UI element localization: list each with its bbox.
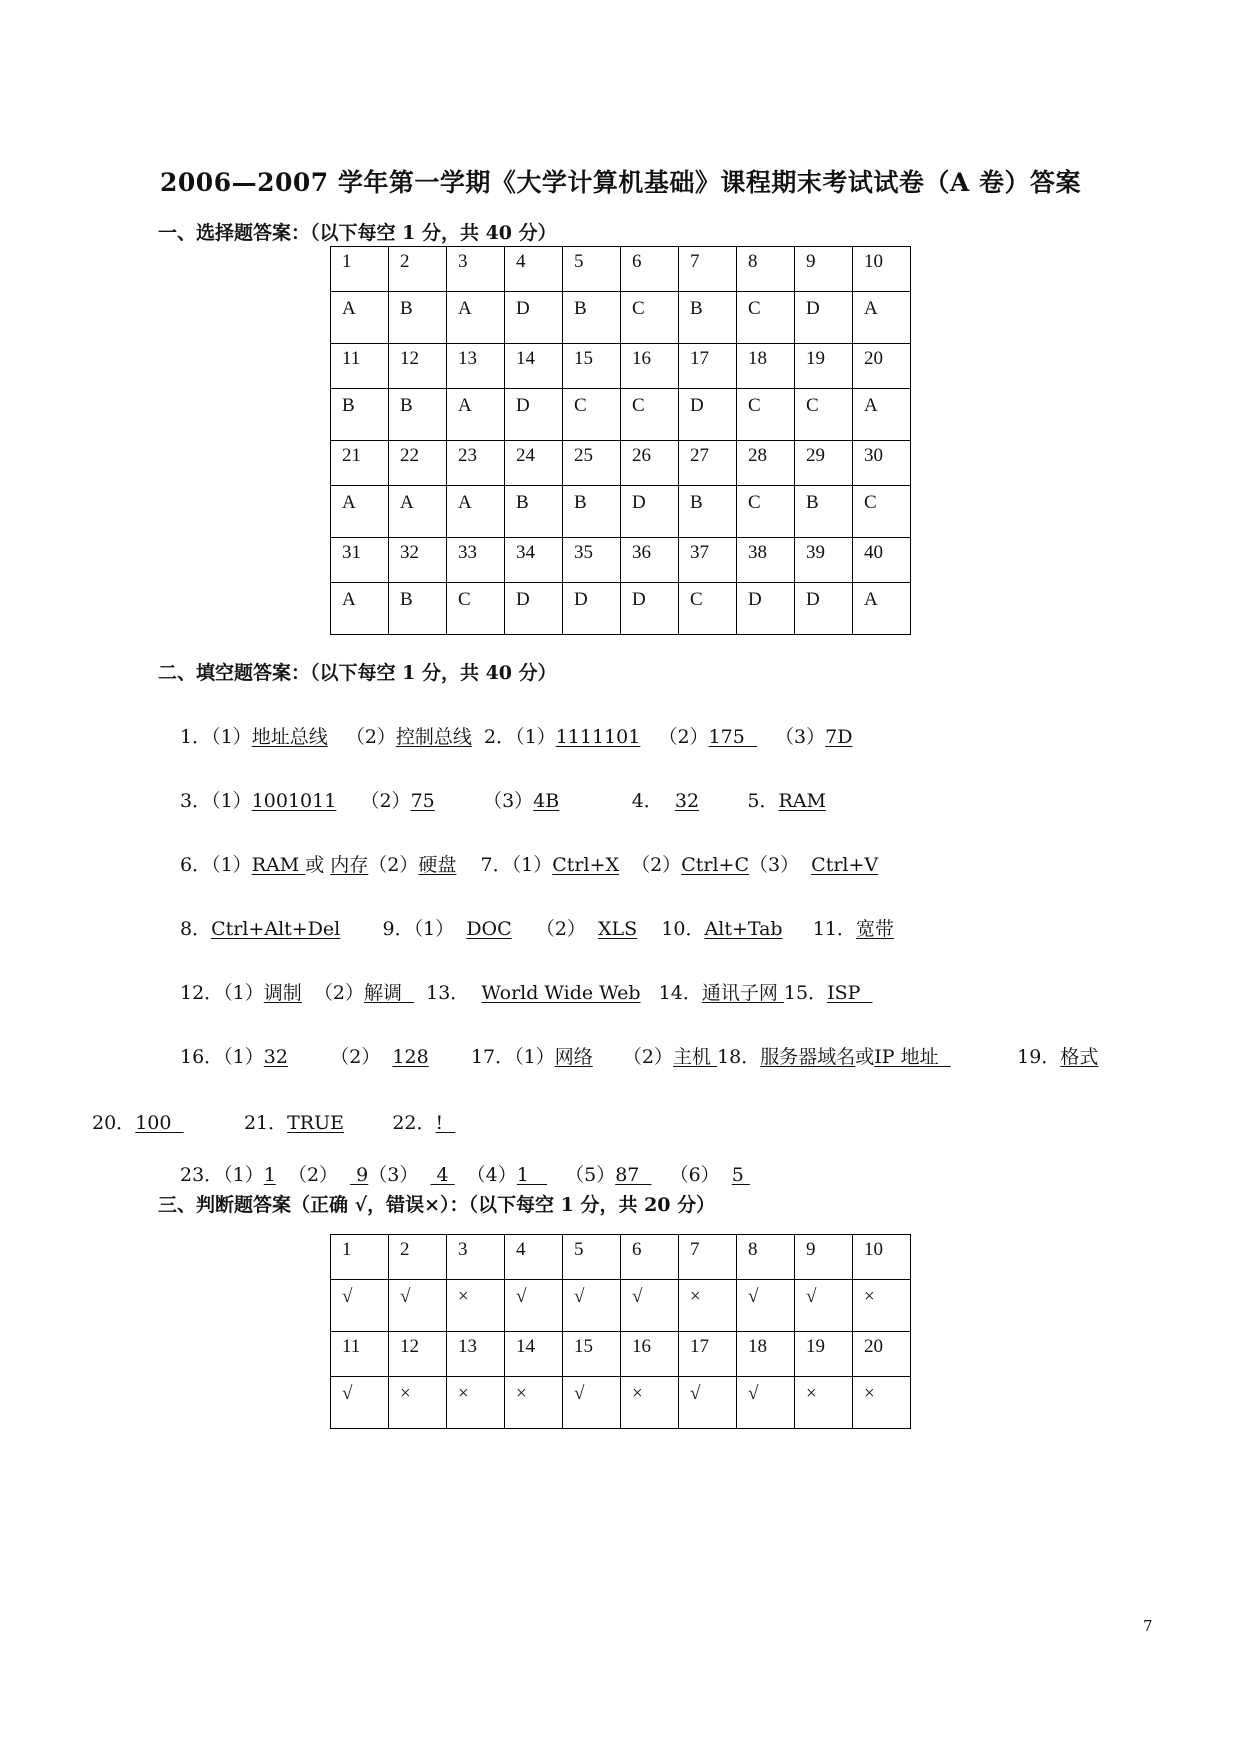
mc-answer-row bbox=[331, 389, 911, 441]
answer-cell: D bbox=[679, 389, 737, 441]
fill-in-label: （3） bbox=[368, 1164, 431, 1186]
fill-in-answer: DOC bbox=[466, 918, 512, 940]
question-number-cell: 8 bbox=[737, 247, 795, 292]
answer-cell: C bbox=[679, 583, 737, 635]
question-number-cell: 17 bbox=[679, 1332, 737, 1377]
fill-in-answer: 4B bbox=[533, 790, 560, 812]
fill-in-label: 16．（1） bbox=[180, 1046, 264, 1068]
question-number-cell: 29 bbox=[795, 441, 853, 486]
fill-in-label: 13． bbox=[414, 982, 482, 1004]
fill-in-answer: World Wide Web bbox=[481, 982, 641, 1004]
question-number-cell: 17 bbox=[679, 344, 737, 389]
fill-in-answer: 调制 bbox=[263, 982, 302, 1004]
answer-cell: × bbox=[447, 1377, 505, 1429]
fill-in-label: 19． bbox=[950, 1046, 1061, 1068]
answer-cell: C bbox=[795, 389, 853, 441]
fill-in-answer: 硬盘 bbox=[418, 854, 457, 876]
fill-in-label: （2） bbox=[368, 854, 419, 876]
fill-in-answer: 4 bbox=[430, 1164, 455, 1186]
answer-cell: C bbox=[853, 486, 911, 538]
mc-answer-row bbox=[331, 486, 911, 538]
answer-cell: B bbox=[505, 486, 563, 538]
fill-in-label: 6．（1） bbox=[180, 854, 252, 876]
section3-heading: 三、判断题答案（正确 √，错误×）：（以下每空 1 分，共 20 分） bbox=[158, 1194, 716, 1216]
answer-cell: √ bbox=[563, 1280, 621, 1332]
tf-answer-row bbox=[331, 1280, 911, 1332]
answer-cell: C bbox=[621, 389, 679, 441]
question-number-cell: 23 bbox=[447, 441, 505, 486]
fill-in-answer: XLS bbox=[598, 918, 638, 940]
answer-cell: × bbox=[853, 1280, 911, 1332]
fill-in-line bbox=[92, 1108, 455, 1135]
question-number-cell: 4 bbox=[505, 247, 563, 292]
fill-in-answer: 宽带 bbox=[855, 918, 894, 940]
fill-in-answer: Ctrl+C bbox=[681, 854, 749, 876]
question-number-cell: 4 bbox=[505, 1235, 563, 1280]
question-number-cell: 15 bbox=[563, 1332, 621, 1377]
section1-heading: 一、选择题答案：（以下每空 1 分，共 40 分） bbox=[158, 222, 557, 244]
question-number-cell: 32 bbox=[389, 538, 447, 583]
question-number-cell: 14 bbox=[505, 1332, 563, 1377]
answer-cell: D bbox=[505, 389, 563, 441]
answer-cell: B bbox=[389, 389, 447, 441]
question-number-cell: 16 bbox=[621, 344, 679, 389]
question-number-cell: 37 bbox=[679, 538, 737, 583]
true-false-answer-table bbox=[330, 1234, 911, 1429]
answer-cell: B bbox=[389, 583, 447, 635]
question-number-cell: 26 bbox=[621, 441, 679, 486]
answer-cell: A bbox=[331, 583, 389, 635]
fill-in-answer: ! bbox=[435, 1112, 456, 1134]
fill-in-answer: 128 bbox=[392, 1046, 429, 1068]
question-number-cell: 6 bbox=[621, 1235, 679, 1280]
fill-in-answer: 1111101 bbox=[555, 726, 641, 748]
answer-cell: × bbox=[447, 1280, 505, 1332]
answer-cell: A bbox=[331, 292, 389, 344]
fill-in-answer: 内存 bbox=[330, 854, 369, 876]
mc-answer-row bbox=[331, 583, 911, 635]
answer-cell: √ bbox=[389, 1280, 447, 1332]
question-number-cell: 30 bbox=[853, 441, 911, 486]
answer-cell: √ bbox=[795, 1280, 853, 1332]
fill-in-line bbox=[180, 1160, 750, 1187]
answer-cell: D bbox=[505, 583, 563, 635]
question-number-cell: 10 bbox=[853, 247, 911, 292]
fill-in-line bbox=[180, 850, 878, 877]
question-number-cell: 13 bbox=[447, 1332, 505, 1377]
fill-in-label: （3） bbox=[756, 726, 826, 748]
fill-in-line bbox=[180, 1042, 1098, 1069]
fill-in-answer: 100 bbox=[135, 1112, 184, 1134]
question-number-cell: 33 bbox=[447, 538, 505, 583]
question-number-cell: 11 bbox=[331, 1332, 389, 1377]
mc-number-row bbox=[331, 247, 911, 292]
answer-cell: × bbox=[795, 1377, 853, 1429]
question-number-cell: 13 bbox=[447, 344, 505, 389]
answer-cell: D bbox=[505, 292, 563, 344]
question-number-cell: 9 bbox=[795, 1235, 853, 1280]
fill-in-answer: Ctrl+Alt+Del bbox=[211, 918, 341, 940]
question-number-cell: 36 bbox=[621, 538, 679, 583]
fill-in-label: （6） bbox=[651, 1164, 732, 1186]
question-number-cell: 1 bbox=[331, 1235, 389, 1280]
fill-in-answer: 175 bbox=[708, 726, 757, 748]
fill-in-answer: 控制总线 bbox=[395, 726, 472, 748]
question-number-cell: 34 bbox=[505, 538, 563, 583]
fill-in-label: 23．（1） bbox=[180, 1164, 264, 1186]
fill-in-label: （4） bbox=[454, 1164, 517, 1186]
question-number-cell: 14 bbox=[505, 344, 563, 389]
fill-in-answer: 87 bbox=[615, 1164, 652, 1186]
tf-answer-row bbox=[331, 1377, 911, 1429]
question-number-cell: 22 bbox=[389, 441, 447, 486]
tf-number-row bbox=[331, 1332, 911, 1377]
answer-cell: A bbox=[853, 583, 911, 635]
question-number-cell: 19 bbox=[795, 344, 853, 389]
fill-in-answer: 通讯子网 bbox=[701, 982, 784, 1004]
answer-cell: √ bbox=[621, 1280, 679, 1332]
question-number-cell: 5 bbox=[563, 247, 621, 292]
fill-in-label: 7．（1） bbox=[456, 854, 553, 876]
fill-in-label: （2） bbox=[336, 790, 411, 812]
page-title: 2006—2007 学年第一学期《大学计算机基础》课程期末考试试卷（A 卷）答案 bbox=[160, 168, 1081, 197]
question-number-cell: 2 bbox=[389, 247, 447, 292]
fill-in-label: （2） bbox=[511, 918, 598, 940]
answer-cell: C bbox=[737, 389, 795, 441]
answer-cell: D bbox=[563, 583, 621, 635]
fill-in-answer: 32 bbox=[674, 790, 700, 812]
question-number-cell: 31 bbox=[331, 538, 389, 583]
answer-cell: × bbox=[389, 1377, 447, 1429]
fill-in-answer: 服务器域名 bbox=[760, 1046, 856, 1068]
question-number-cell: 3 bbox=[447, 247, 505, 292]
fill-in-answer: 地址总线 bbox=[251, 726, 328, 748]
fill-in-line bbox=[180, 722, 852, 749]
fill-in-label: 18． bbox=[717, 1046, 761, 1068]
question-number-cell: 6 bbox=[621, 247, 679, 292]
answer-cell: A bbox=[447, 486, 505, 538]
answer-cell: B bbox=[679, 486, 737, 538]
question-number-cell: 8 bbox=[737, 1235, 795, 1280]
question-number-cell: 20 bbox=[853, 344, 911, 389]
section2-heading: 二、填空题答案：（以下每空 1 分，共 40 分） bbox=[158, 662, 557, 684]
fill-in-label: （2） bbox=[640, 726, 709, 748]
fill-in-label: 10． bbox=[637, 918, 705, 940]
answer-cell: × bbox=[505, 1377, 563, 1429]
fill-in-label: （2） bbox=[287, 1046, 393, 1068]
answer-cell: A bbox=[447, 292, 505, 344]
question-number-cell: 40 bbox=[853, 538, 911, 583]
answer-cell: √ bbox=[563, 1377, 621, 1429]
answer-cell: × bbox=[621, 1377, 679, 1429]
answer-cell: D bbox=[795, 292, 853, 344]
fill-in-label: （2） bbox=[275, 1164, 351, 1186]
fill-in-answer: 主机 bbox=[673, 1046, 718, 1068]
question-number-cell: 27 bbox=[679, 441, 737, 486]
fill-in-answer: 9 bbox=[350, 1164, 369, 1186]
fill-in-answer: 32 bbox=[263, 1046, 288, 1068]
fill-in-answer: 格式 bbox=[1060, 1046, 1099, 1068]
fill-in-answer: Ctrl+V bbox=[811, 854, 879, 876]
fill-in-line bbox=[180, 786, 826, 813]
fill-in-answer: Alt+Tab bbox=[704, 918, 783, 940]
answer-cell: × bbox=[679, 1280, 737, 1332]
answer-cell: C bbox=[563, 389, 621, 441]
fill-in-answer: Ctrl+X bbox=[552, 854, 620, 876]
question-number-cell: 7 bbox=[679, 247, 737, 292]
fill-in-label: （3） bbox=[748, 854, 812, 876]
question-number-cell: 16 bbox=[621, 1332, 679, 1377]
question-number-cell: 3 bbox=[447, 1235, 505, 1280]
fill-in-answer: ISP bbox=[827, 982, 873, 1004]
fill-in-label: 2．（1） bbox=[471, 726, 556, 748]
fill-in-line bbox=[180, 914, 894, 941]
fill-in-label: 12．（1） bbox=[180, 982, 264, 1004]
fill-in-label: 15． bbox=[783, 982, 828, 1004]
answer-cell: D bbox=[621, 583, 679, 635]
multiple-choice-answer-table bbox=[330, 246, 911, 635]
fill-in-label: （2） bbox=[301, 982, 364, 1004]
fill-in-answer: RAM bbox=[251, 854, 306, 876]
answer-cell: C bbox=[447, 583, 505, 635]
fill-in-label: （2） bbox=[619, 854, 682, 876]
question-number-cell: 1 bbox=[331, 247, 389, 292]
fill-in-label: 20． bbox=[92, 1112, 136, 1134]
fill-in-label: 8． bbox=[180, 918, 212, 940]
fill-in-label: 1．（1） bbox=[180, 726, 252, 748]
fill-in-label: 14． bbox=[640, 982, 702, 1004]
fill-in-label: 21． bbox=[183, 1112, 288, 1134]
fill-in-label: 3．（1） bbox=[180, 790, 252, 812]
question-number-cell: 12 bbox=[389, 344, 447, 389]
answer-cell: A bbox=[853, 292, 911, 344]
answer-cell: B bbox=[563, 292, 621, 344]
fill-in-label: （2） bbox=[327, 726, 396, 748]
fill-in-answer: TRUE bbox=[287, 1112, 344, 1134]
question-number-cell: 39 bbox=[795, 538, 853, 583]
fill-in-label: （3） bbox=[434, 790, 534, 812]
fill-in-label: 5． bbox=[699, 790, 779, 812]
tf-number-row bbox=[331, 1235, 911, 1280]
question-number-cell: 12 bbox=[389, 1332, 447, 1377]
answer-cell: √ bbox=[679, 1377, 737, 1429]
answer-cell: A bbox=[389, 486, 447, 538]
question-number-cell: 25 bbox=[563, 441, 621, 486]
question-number-cell: 28 bbox=[737, 441, 795, 486]
fill-in-label: 11． bbox=[782, 918, 856, 940]
mc-number-row bbox=[331, 441, 911, 486]
answer-cell: B bbox=[679, 292, 737, 344]
answer-cell: A bbox=[853, 389, 911, 441]
mc-answer-row bbox=[331, 292, 911, 344]
fill-in-label: 4． bbox=[559, 790, 675, 812]
fill-in-answer: 75 bbox=[410, 790, 435, 812]
page-number: 7 bbox=[1143, 1617, 1153, 1635]
answer-cell: B bbox=[795, 486, 853, 538]
answer-cell: D bbox=[795, 583, 853, 635]
fill-in-line bbox=[180, 978, 872, 1005]
question-number-cell: 11 bbox=[331, 344, 389, 389]
answer-cell: C bbox=[621, 292, 679, 344]
fill-in-answer: 5 bbox=[731, 1164, 750, 1186]
answer-cell: B bbox=[389, 292, 447, 344]
question-number-cell: 19 bbox=[795, 1332, 853, 1377]
answer-cell: D bbox=[621, 486, 679, 538]
fill-in-answer: 解调 bbox=[363, 982, 415, 1004]
answer-cell: × bbox=[853, 1377, 911, 1429]
fill-in-label: 9．（1） bbox=[340, 918, 467, 940]
fill-in-answer: 1 bbox=[516, 1164, 547, 1186]
answer-cell: √ bbox=[331, 1280, 389, 1332]
fill-in-label: （5） bbox=[546, 1164, 616, 1186]
question-number-cell: 5 bbox=[563, 1235, 621, 1280]
answer-cell: A bbox=[447, 389, 505, 441]
fill-in-answer: 1001011 bbox=[251, 790, 337, 812]
answer-cell: √ bbox=[505, 1280, 563, 1332]
answer-cell: C bbox=[737, 292, 795, 344]
question-number-cell: 38 bbox=[737, 538, 795, 583]
fill-in-answer: 7D bbox=[825, 726, 853, 748]
question-number-cell: 7 bbox=[679, 1235, 737, 1280]
question-number-cell: 10 bbox=[853, 1235, 911, 1280]
fill-in-label: 22． bbox=[344, 1112, 436, 1134]
fill-in-answer: 1 bbox=[263, 1164, 276, 1186]
answer-cell: A bbox=[331, 486, 389, 538]
question-number-cell: 9 bbox=[795, 247, 853, 292]
fill-in-answer: 网络 bbox=[554, 1046, 593, 1068]
answer-cell: B bbox=[331, 389, 389, 441]
question-number-cell: 15 bbox=[563, 344, 621, 389]
answer-cell: C bbox=[737, 486, 795, 538]
mc-number-row bbox=[331, 538, 911, 583]
question-number-cell: 35 bbox=[563, 538, 621, 583]
fill-in-label: 或 bbox=[305, 854, 331, 876]
answer-cell: √ bbox=[737, 1280, 795, 1332]
fill-in-label: （2） bbox=[592, 1046, 674, 1068]
answer-cell: √ bbox=[331, 1377, 389, 1429]
answer-cell: D bbox=[737, 583, 795, 635]
question-number-cell: 21 bbox=[331, 441, 389, 486]
question-number-cell: 2 bbox=[389, 1235, 447, 1280]
question-number-cell: 20 bbox=[853, 1332, 911, 1377]
question-number-cell: 18 bbox=[737, 344, 795, 389]
answer-cell: B bbox=[563, 486, 621, 538]
mc-number-row bbox=[331, 344, 911, 389]
question-number-cell: 18 bbox=[737, 1332, 795, 1377]
fill-in-label: 或 bbox=[855, 1046, 875, 1068]
fill-in-answer: RAM bbox=[778, 790, 826, 812]
question-number-cell: 24 bbox=[505, 441, 563, 486]
fill-in-label: 17．（1） bbox=[428, 1046, 555, 1068]
fill-in-answer: IP 地址 bbox=[874, 1046, 951, 1068]
answer-cell: √ bbox=[737, 1377, 795, 1429]
